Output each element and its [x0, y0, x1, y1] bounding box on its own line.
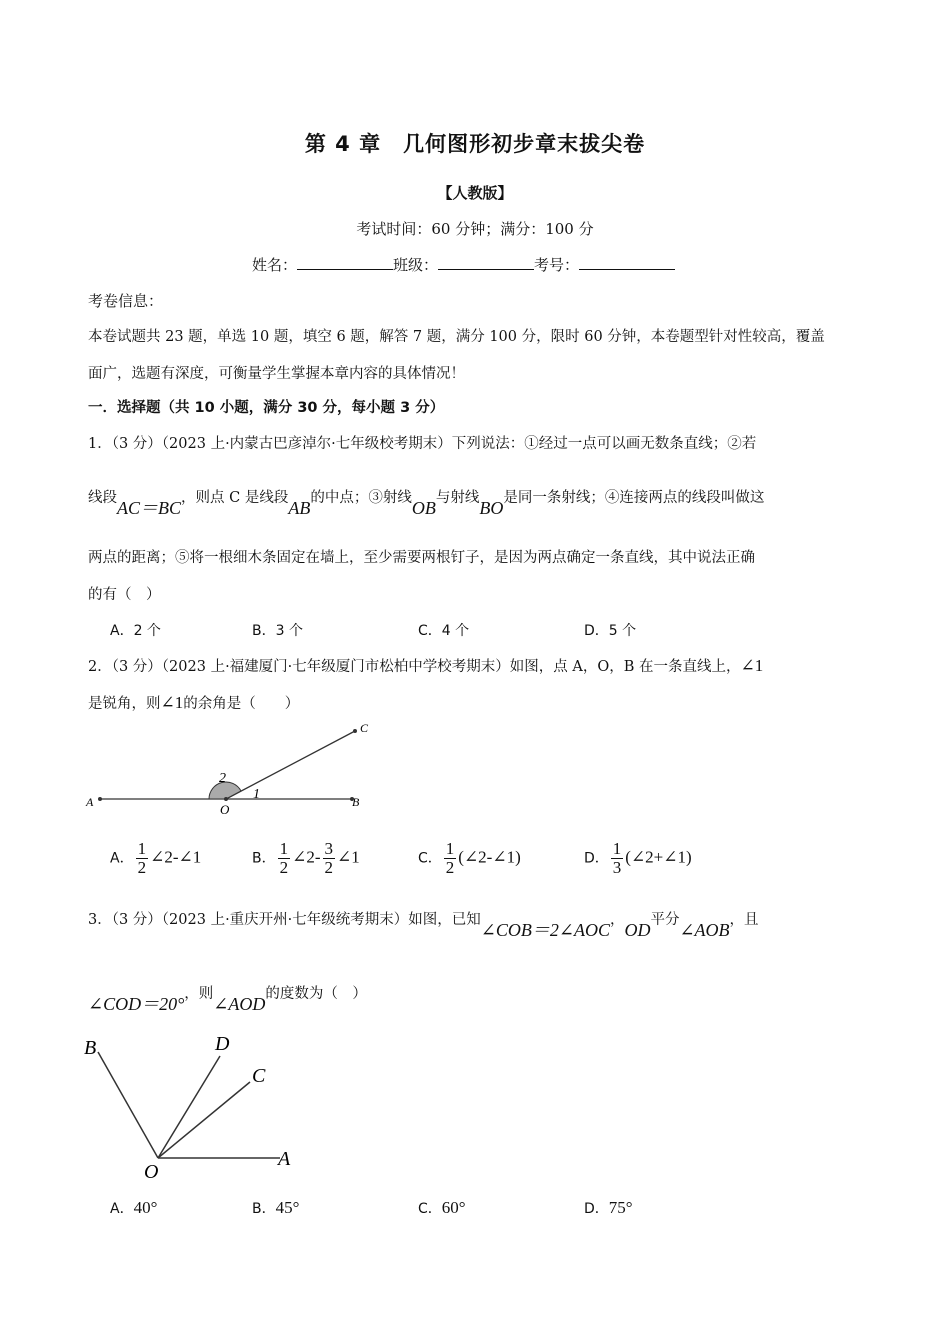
option-label: D．: [584, 850, 609, 867]
q2-text: 是锐角，则: [88, 696, 161, 712]
q3-option-a[interactable]: [110, 1198, 157, 1218]
option-label: B．: [252, 850, 276, 867]
label-a: A: [278, 1148, 291, 1170]
fraction-half: [444, 840, 457, 877]
option-expr: ∠2-: [292, 847, 321, 867]
q2-text: 的余角是（ ）: [183, 696, 300, 712]
q3-text: 平分: [650, 912, 680, 928]
info-line-2: 面广，选题有深度，可衡量学生掌握本章内容的具体情况！: [88, 366, 465, 382]
label-o: O: [220, 802, 230, 817]
ray-ob: [98, 1052, 158, 1158]
frac-num: 1: [445, 839, 455, 858]
name-blank[interactable]: [297, 255, 393, 270]
q1-line-1: 1．（3 分）（2023 上·内蒙古巴彦淖尔·七年级校考期末）下列说法：①经过一点可以画无数条直线；②若: [88, 436, 757, 452]
q3-line-2: [88, 978, 367, 1014]
q1-text: 的中点；③射线: [310, 490, 412, 506]
fraction-third: [611, 840, 624, 877]
section-heading: 一．选择题（共 10 小题，满分 30 分，每小题 3 分）: [88, 400, 445, 416]
math-od: OD: [624, 920, 651, 940]
option-expr: (∠2+∠1): [625, 847, 692, 867]
option-value: 60°: [441, 1198, 466, 1217]
label-angle-2: 2: [219, 771, 226, 786]
q1-option-c[interactable]: C．4 个: [418, 623, 470, 639]
frac-den: 2: [324, 858, 334, 877]
ray-oc: [226, 731, 355, 799]
fraction-half: [136, 840, 149, 877]
class-blank[interactable]: [438, 255, 534, 270]
label-b: B: [352, 795, 360, 809]
q3-figure: [80, 1030, 310, 1180]
option-value: 45°: [275, 1198, 300, 1217]
option-expr: ∠1: [337, 847, 360, 867]
ray-oc: [158, 1082, 250, 1158]
fraction-half: [278, 840, 291, 877]
math-angle-1: ∠1: [740, 656, 764, 675]
q1-line-2: [88, 482, 765, 518]
option-expr: (∠2-∠1): [458, 847, 521, 867]
frac-den: 2: [279, 858, 289, 877]
q2-option-b[interactable]: [252, 840, 360, 877]
page-title: 第 4 章 几何图形初步章末拔尖卷: [304, 132, 646, 156]
math-cob: ∠COB＝2∠AOC: [480, 920, 610, 940]
label-o: O: [144, 1161, 159, 1180]
ray-od: [158, 1056, 220, 1158]
option-label: B．: [252, 1201, 276, 1217]
q1-text: 线段: [88, 490, 117, 506]
frac-den: 3: [612, 858, 622, 877]
frac-den: 2: [445, 858, 455, 877]
q2-figure: [80, 718, 380, 822]
math-ac-bc: AC＝BC: [117, 498, 182, 518]
q1-line-4: 的有（ ）: [88, 587, 161, 603]
option-value: 75°: [608, 1198, 633, 1217]
q1-option-b[interactable]: B．3 个: [252, 623, 303, 639]
option-label: A．: [110, 850, 134, 867]
class-label: 班级：: [393, 256, 439, 274]
frac-num: 1: [612, 839, 622, 858]
math-ab: AB: [288, 498, 311, 518]
option-expr: ∠2-∠1: [150, 847, 202, 867]
q2-option-a[interactable]: [110, 840, 201, 877]
q3-option-c[interactable]: [418, 1198, 466, 1218]
label-angle-1: 1: [253, 787, 260, 802]
math-aod: ∠AOD: [213, 994, 266, 1014]
frac-num: 1: [279, 839, 289, 858]
q3-option-b[interactable]: [252, 1198, 299, 1218]
q3-text: ，且: [729, 912, 759, 928]
frac-num: 3: [324, 839, 334, 858]
q2-text: 2．（3 分）（2023 上·福建厦门·七年级厦门市松柏中学校考期末）如图，点 A，O，B 在一条直线上，: [88, 659, 741, 675]
exam-time: 考试时间：60 分钟；满分：100 分: [356, 220, 594, 238]
q1-text: ，则点 C 是线段: [181, 490, 289, 506]
q3-option-d[interactable]: [584, 1198, 633, 1218]
id-blank[interactable]: [579, 255, 675, 270]
option-value: 40°: [133, 1198, 158, 1217]
math-aob: ∠AOB: [679, 920, 730, 940]
student-info-row: [252, 254, 675, 275]
q1-text: 是同一条射线；④连接两点的线段叫做这: [503, 490, 765, 506]
option-label: D．: [584, 1201, 609, 1217]
id-label: 考号：: [534, 256, 580, 274]
info-label: 考卷信息：: [88, 292, 164, 310]
q3-line-1: [88, 904, 759, 940]
info-line-1: 本卷试题共 23 题，单选 10 题，填空 6 题，解答 7 题，满分 100 分，限时 60 分钟，本卷题型针对性较高，覆盖: [88, 329, 825, 345]
point-c: [353, 729, 357, 733]
fraction-three-half: [323, 840, 336, 877]
frac-num: 1: [137, 839, 147, 858]
q3-text: 3．（3 分）（2023 上·重庆开州·七年级统考期末）如图，已知: [88, 912, 481, 928]
math-ob: OB: [411, 498, 436, 518]
option-label: A．: [110, 1201, 134, 1217]
label-d: D: [215, 1033, 230, 1055]
label-c: C: [252, 1065, 266, 1087]
q1-line-3: 两点的距离；⑤将一根细木条固定在墙上，至少需要两根钉子，是因为两点确定一条直线，其中说法正确: [88, 550, 755, 566]
q2-option-d[interactable]: [584, 840, 692, 877]
q2-line-2: [88, 692, 299, 713]
frac-den: 2: [137, 858, 147, 877]
edition-label: 【人教版】: [437, 184, 513, 202]
math-angle-1b: ∠1: [160, 693, 184, 712]
q1-text: 与射线: [435, 490, 480, 506]
q3-text: ，则: [184, 986, 214, 1002]
q3-text: ，: [609, 912, 625, 928]
q3-text: 的度数为（ ）: [265, 986, 367, 1002]
q1-option-a[interactable]: A．2 个: [110, 623, 161, 639]
math-cod: ∠COD＝20°: [88, 994, 185, 1014]
option-label: C．: [418, 850, 442, 867]
label-c: C: [360, 721, 369, 735]
label-b: B: [84, 1037, 97, 1059]
q2-line-1: [88, 655, 763, 676]
q2-option-c[interactable]: [418, 840, 521, 877]
math-bo: BO: [479, 498, 504, 518]
label-a: A: [86, 795, 94, 809]
point-o: [224, 797, 228, 801]
q1-option-d[interactable]: D．5 个: [584, 623, 637, 639]
name-label: 姓名：: [252, 256, 298, 274]
point-a: [98, 797, 102, 801]
option-label: C．: [418, 1201, 442, 1217]
